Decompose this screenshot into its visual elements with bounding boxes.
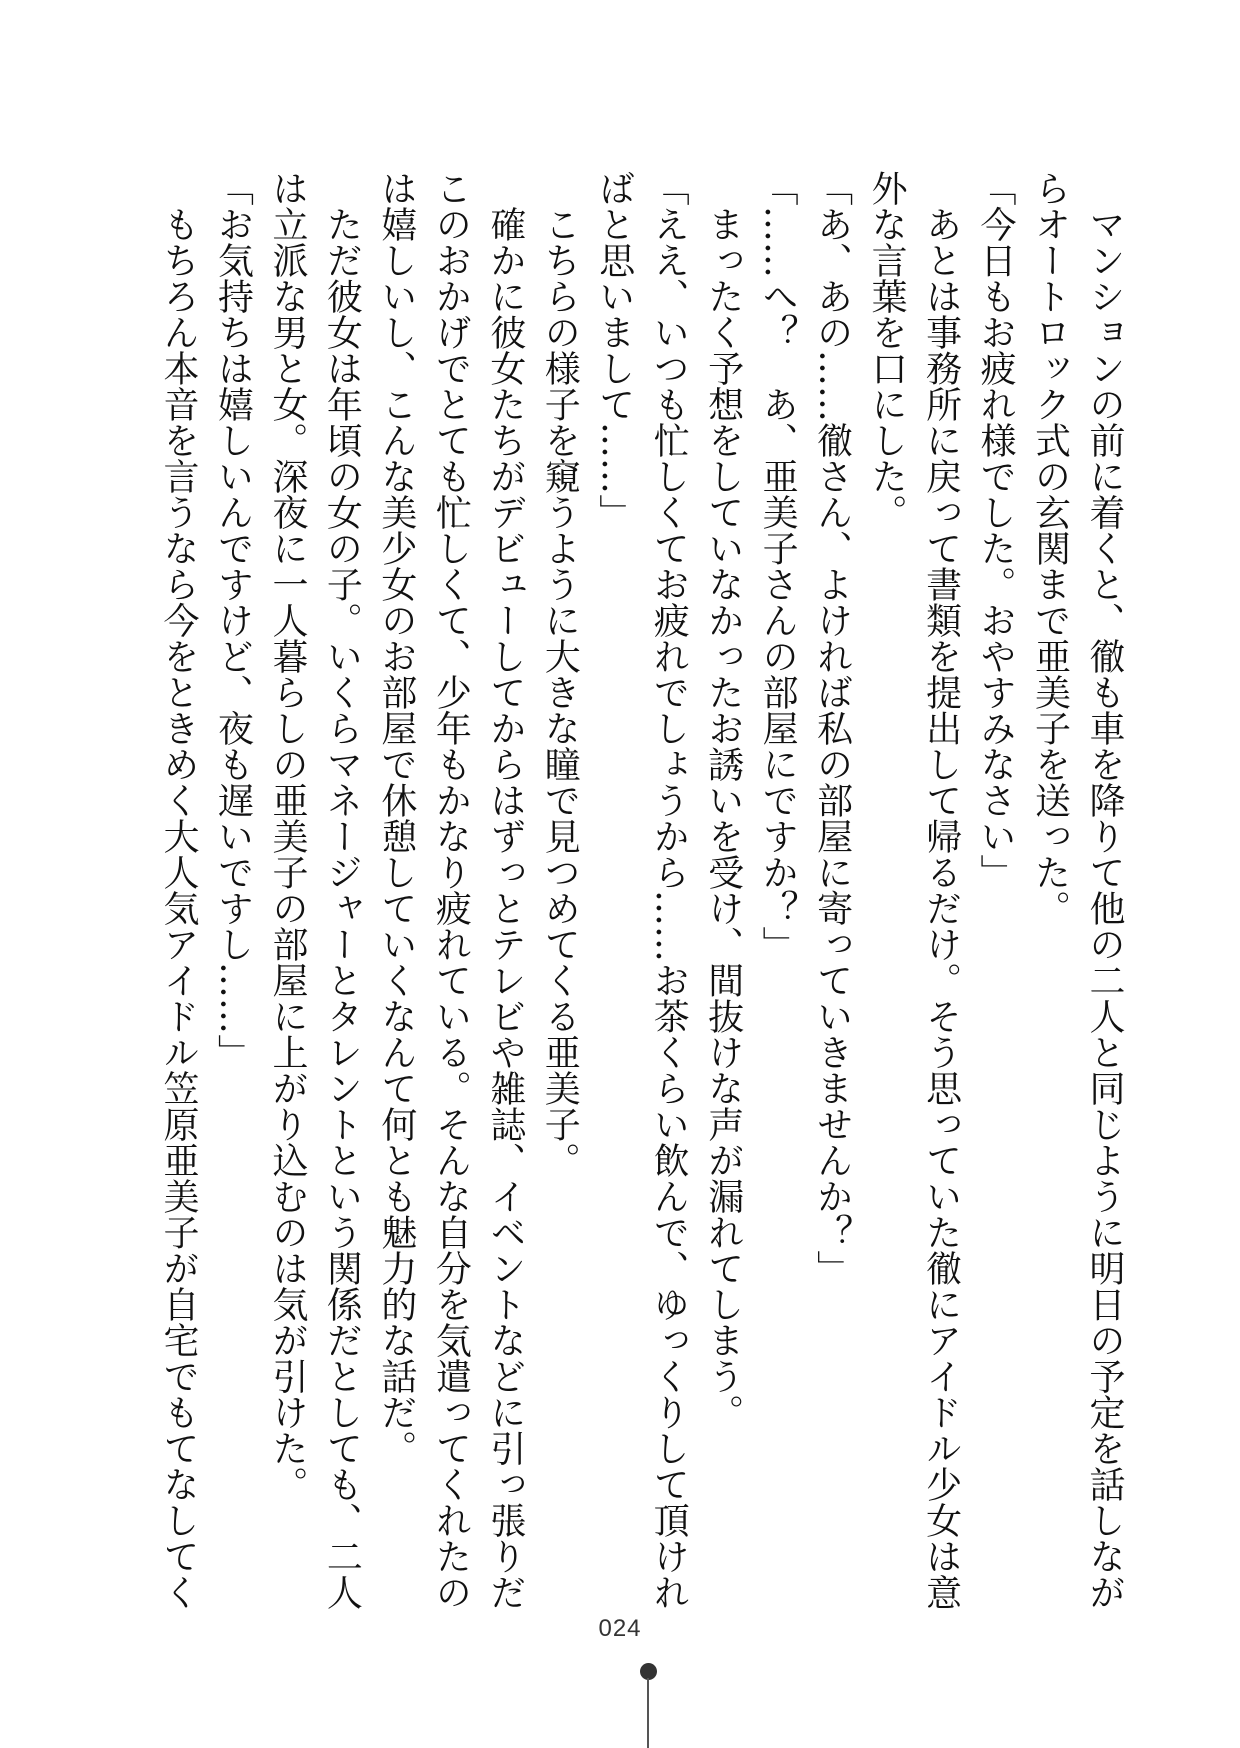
text-column-9: 「ええ、いつも忙しくてお疲れでしょうから……お茶くらい飲んで、ゆっくりして頂けれ bbox=[648, 170, 690, 1610]
text-column-17: 「お気持ちは嬉しいんですけど、夜も遅いですし……」 bbox=[212, 170, 254, 1070]
text-column-13: このおかげでとても忙しくて、少年もかなり疲れている。そんな自分を気遣ってくれたの bbox=[430, 170, 472, 1610]
text-column-14: は嬉しいし、こんな美少女のお部屋で休憩していくなんて何とも魅力的な話だ。 bbox=[375, 170, 417, 1466]
text-column-5: 外な言葉を口にした。 bbox=[866, 170, 908, 530]
text-column-2: らオートロック式の玄関まで亜美子を送った。 bbox=[1029, 170, 1071, 926]
text-column-1: マンションの前に着くと、徹も車を降りて他の二人と同じように明日の予定を話しなが bbox=[1083, 170, 1125, 1610]
text-column-18: もちろん本音を言うなら今をときめく大人気アイドル笠原亜美子が自宅でもてなしてく bbox=[158, 170, 199, 1610]
page-marker-line bbox=[647, 1678, 649, 1748]
text-column-15: ただ彼女は年頃の女の子。いくらマネージャーとタレントという関係だとしても、二人 bbox=[321, 170, 363, 1610]
text-column-10: ばと思いまして……」 bbox=[593, 170, 635, 530]
text-column-7: 「……へ？ あ、亜美子さんの部屋にですか？」 bbox=[757, 170, 799, 962]
page-number: 024 bbox=[598, 1615, 642, 1642]
text-column-12: 確かに彼女たちがデビューしてからはずっとテレビや雑誌、イベントなどに引っ張りだ bbox=[484, 170, 526, 1610]
text-column-16: は立派な男と女。深夜に一人暮らしの亜美子の部屋に上がり込むのは気が引けた。 bbox=[266, 170, 308, 1502]
vertical-text-body bbox=[158, 170, 1125, 1610]
text-column-6: 「あ、あの……徹さん、よければ私の部屋に寄っていきませんか？」 bbox=[811, 170, 853, 1286]
text-column-8: まったく予想をしていなかったお誘いを受け、間抜けな声が漏れてしまう。 bbox=[702, 170, 744, 1430]
text-column-4: あとは事務所に戻って書類を提出して帰るだけ。そう思っていた徹にアイドル少女は意 bbox=[920, 170, 962, 1610]
text-column-11: こちらの様子を窺うように大きな瞳で見つめてくる亜美子。 bbox=[539, 170, 581, 1178]
text-column-3: 「今日もお疲れ様でした。おやすみなさい」 bbox=[975, 170, 1017, 890]
